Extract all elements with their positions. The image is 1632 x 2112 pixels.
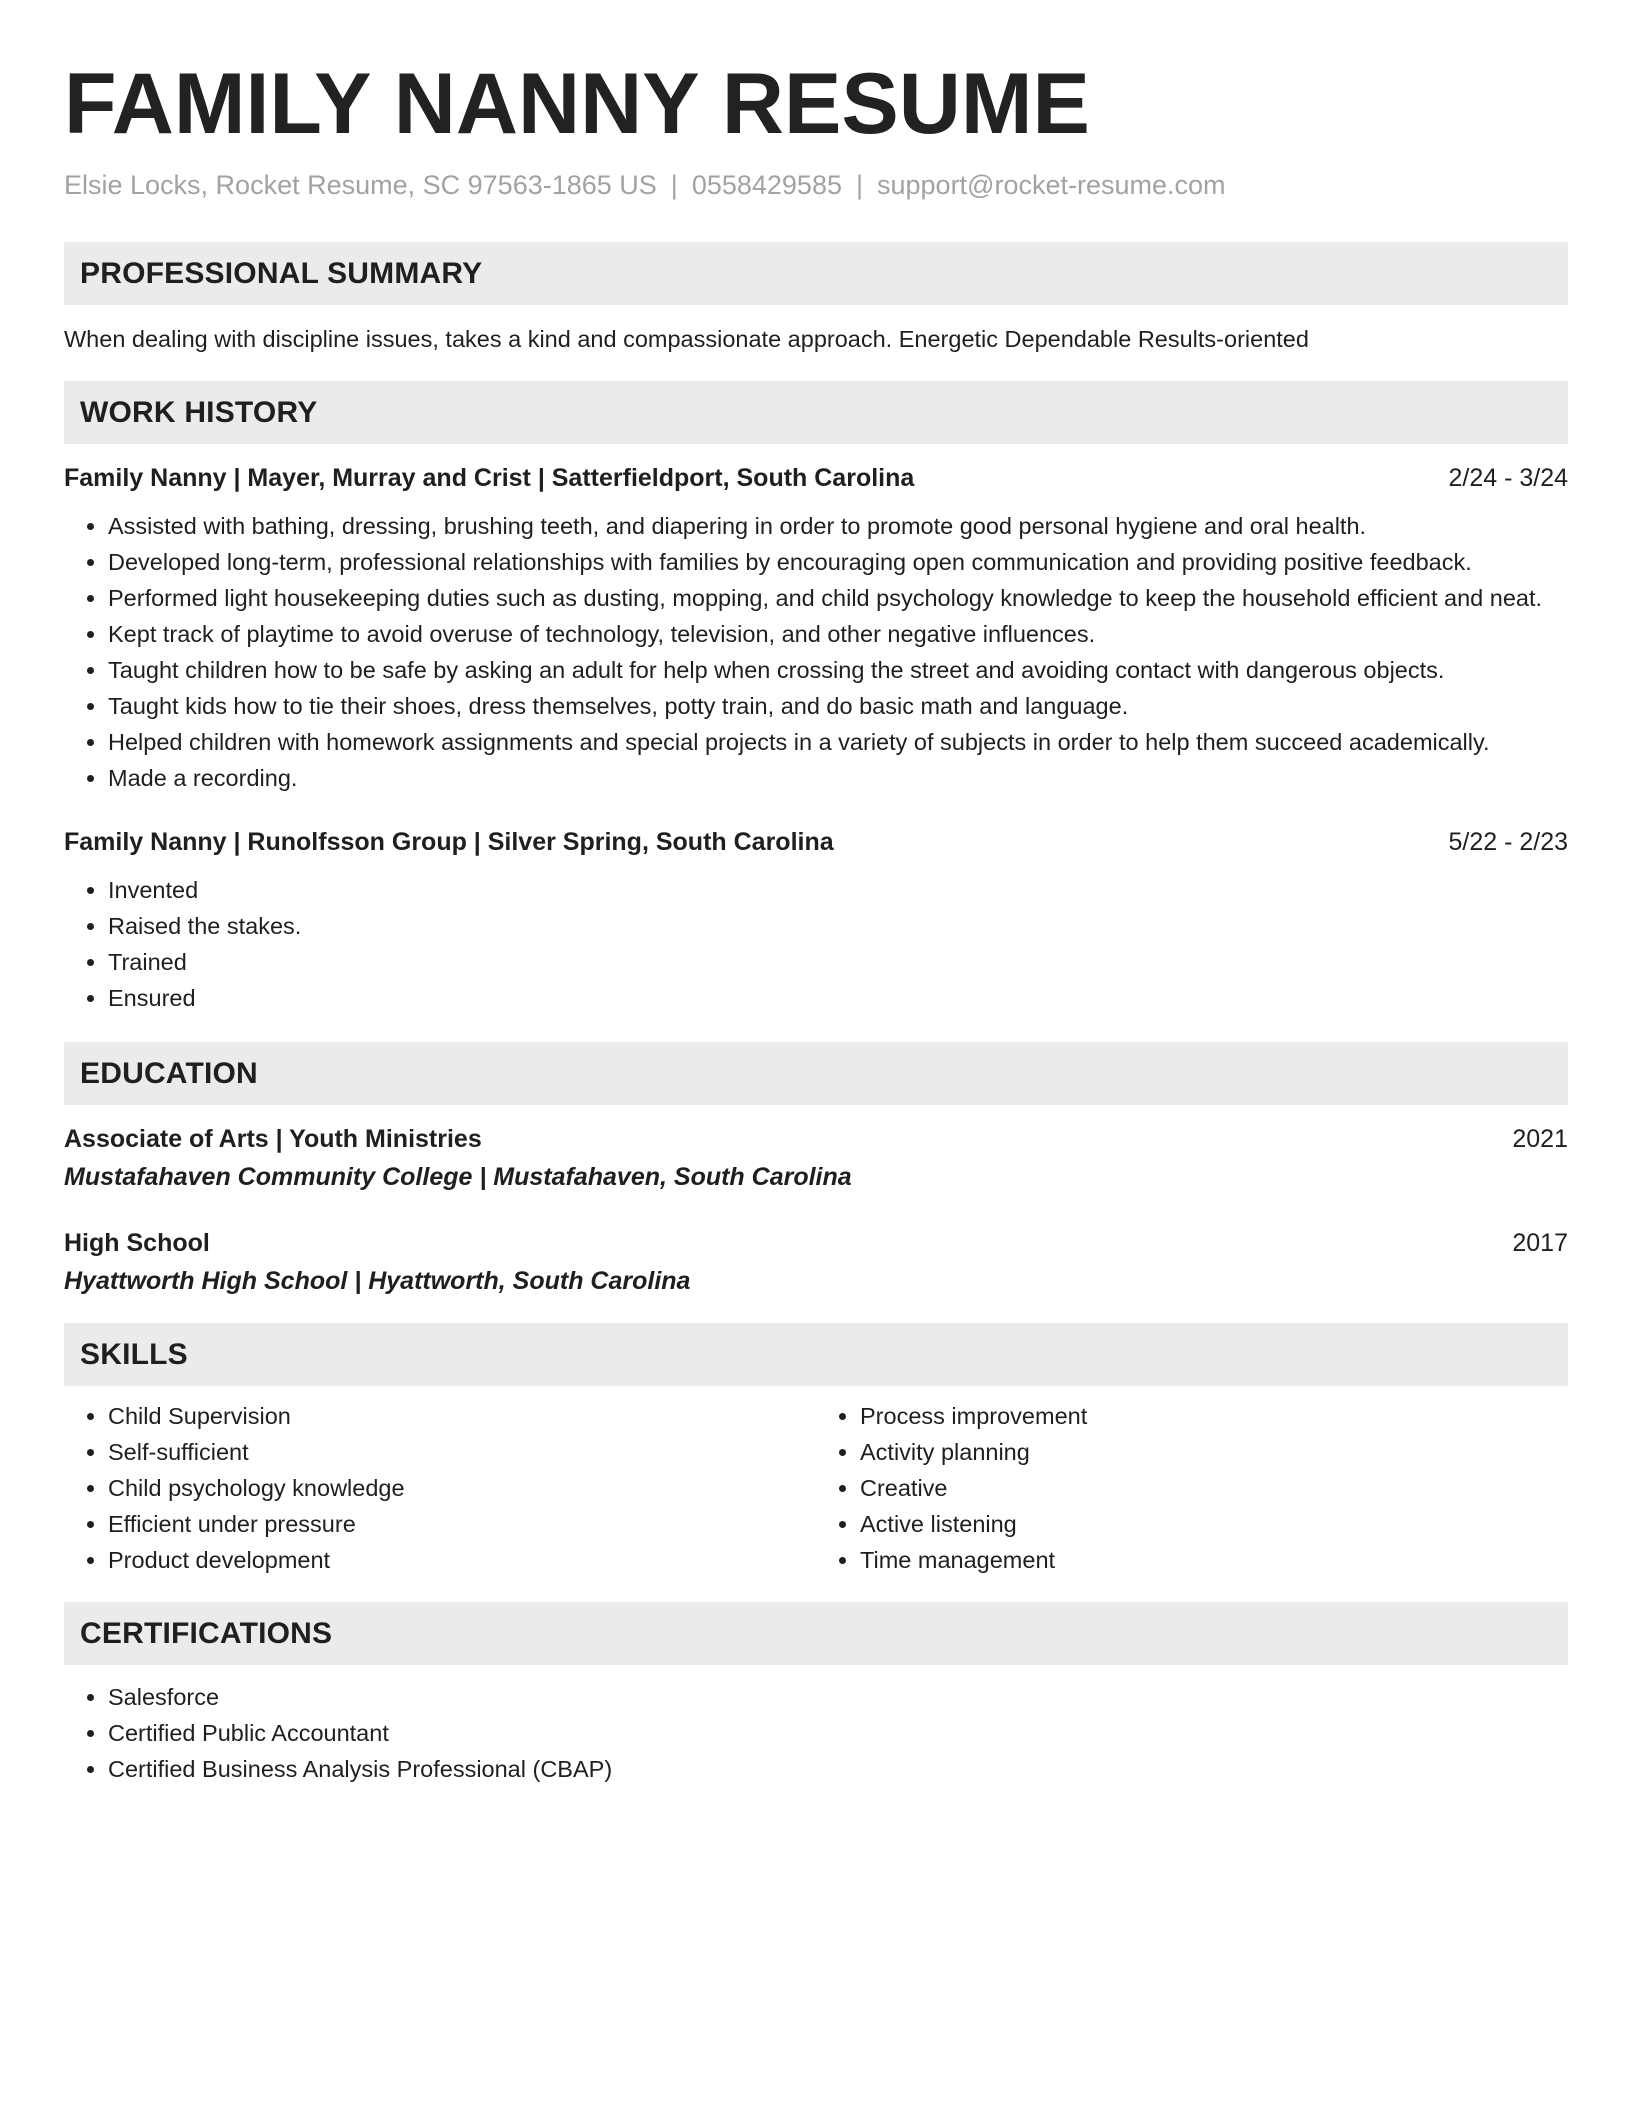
summary-text: When dealing with discipline issues, takes a kind and compassionate approach. Energetic Dependable Results-oriented xyxy=(64,326,1309,352)
education-school: Mustafahaven Community College | Mustafahaven, South Carolina xyxy=(64,1163,852,1191)
education-degree: Associate of Arts | Youth Ministries xyxy=(64,1125,482,1153)
job-duty: • Invented xyxy=(108,872,1568,908)
job-duty: • Developed long-term, professional relationships with families by encouraging open communication and providing positive feedback. xyxy=(108,544,1568,580)
job-header xyxy=(64,462,1568,494)
job-title: Family Nanny | Mayer, Murray and Crist | Satterfieldport, South Carolina xyxy=(64,464,915,492)
skill-item: • Creative xyxy=(860,1470,1568,1506)
job-title: Family Nanny | Runolfsson Group | Silver Spring, South Carolina xyxy=(64,828,834,856)
job-duty: • Taught children how to be safe by asking an adult for help when crossing the street and avoiding contact with dangerous objects. xyxy=(108,652,1568,688)
job-duty: • Trained xyxy=(108,944,1568,980)
job-duty: • Assisted with bathing, dressing, brushing teeth, and diapering in order to promote good personal hygiene and oral health. xyxy=(108,508,1568,544)
job-duty: • Kept track of playtime to avoid overuse of technology, television, and other negative influences. xyxy=(108,616,1568,652)
job-dates: 2/24 - 3/24 xyxy=(1448,464,1568,492)
contact-phone: 0558429585 xyxy=(691,170,842,200)
education-entry xyxy=(64,1227,1568,1297)
job-duty: • Helped children with homework assignments and special projects in a variety of subjects in order to help them succeed academically. xyxy=(108,724,1568,760)
contact-separator: | xyxy=(670,170,678,200)
skill-item: • Active listening xyxy=(860,1506,1568,1542)
skills-column-left xyxy=(64,1386,816,1578)
skills-heading: SKILLS xyxy=(64,1323,1568,1386)
work-history-heading: WORK HISTORY xyxy=(64,381,1568,444)
education-year: 2021 xyxy=(1512,1125,1568,1153)
certification-item: • Salesforce xyxy=(108,1679,1568,1715)
education-year: 2017 xyxy=(1512,1229,1568,1257)
certifications-heading: CERTIFICATIONS xyxy=(64,1602,1568,1665)
education-entry xyxy=(64,1123,1568,1193)
skills-list xyxy=(64,1398,816,1578)
education-heading: EDUCATION xyxy=(64,1042,1568,1105)
job-header xyxy=(64,826,1568,858)
education-school: Hyattworth High School | Hyattworth, South Carolina xyxy=(64,1267,691,1295)
summary-heading: PROFESSIONAL SUMMARY xyxy=(64,242,1568,305)
skill-item: • Self-sufficient xyxy=(108,1434,816,1470)
skill-item: • Child psychology knowledge xyxy=(108,1470,816,1506)
education-degree: High School xyxy=(64,1229,210,1257)
skill-item: • Process improvement xyxy=(860,1398,1568,1434)
job-duties-list xyxy=(64,508,1568,796)
job-duty: • Ensured xyxy=(108,980,1568,1016)
contact-address: Elsie Locks, Rocket Resume, SC 97563-1865 US xyxy=(64,170,657,200)
job-duty: • Taught kids how to tie their shoes, dress themselves, potty train, and do basic math and language. xyxy=(108,688,1568,724)
skill-item: • Child Supervision xyxy=(108,1398,816,1434)
job-duty: • Performed light housekeeping duties such as dusting, mopping, and child psychology knowledge to keep the household efficient and neat. xyxy=(108,580,1568,616)
skill-item: • Efficient under pressure xyxy=(108,1506,816,1542)
skill-item: • Time management xyxy=(860,1542,1568,1578)
education-header xyxy=(64,1123,1568,1155)
certification-item: • Certified Public Accountant xyxy=(108,1715,1568,1751)
job-entry xyxy=(64,462,1568,796)
skill-item: • Product development xyxy=(108,1542,816,1578)
contact-email: support@rocket-resume.com xyxy=(877,170,1226,200)
job-duties-list xyxy=(64,872,1568,1016)
contact-line xyxy=(64,168,1568,202)
contact-separator: | xyxy=(855,170,863,200)
education-header xyxy=(64,1227,1568,1259)
job-dates: 5/22 - 2/23 xyxy=(1448,828,1568,856)
certification-item: • Certified Business Analysis Professional (CBAP) xyxy=(108,1751,1568,1787)
skills-column-right xyxy=(816,1386,1568,1578)
job-duty: • Made a recording. xyxy=(108,760,1568,796)
skills-list xyxy=(816,1398,1568,1578)
resume-title: FAMILY NANNY RESUME xyxy=(64,56,1090,152)
certifications-list xyxy=(64,1679,1568,1787)
job-entry xyxy=(64,826,1568,1016)
skill-item: • Activity planning xyxy=(860,1434,1568,1470)
job-duty: • Raised the stakes. xyxy=(108,908,1568,944)
skills-columns xyxy=(64,1386,1568,1578)
